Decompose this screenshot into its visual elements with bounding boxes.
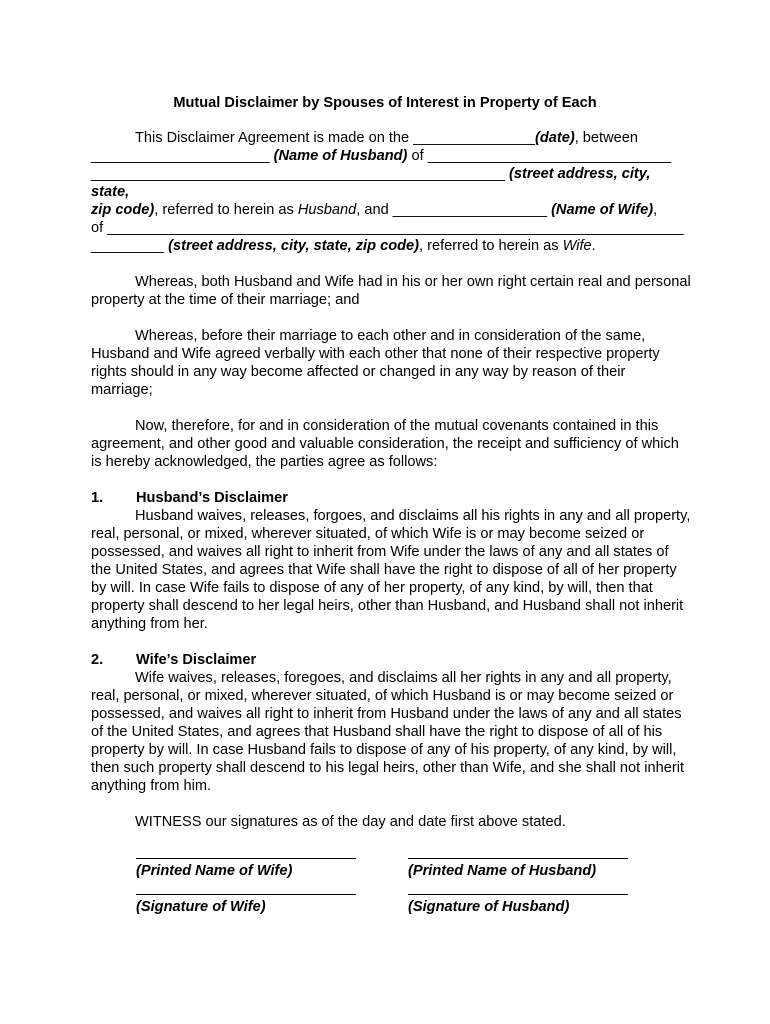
- intro-text-9: .: [591, 238, 596, 254]
- intro-paragraph: [91, 129, 691, 255]
- husband-address-blank-2: ___________________________________________________: [91, 166, 505, 182]
- husband-name-field-label: (Name of Husband): [273, 148, 408, 164]
- signature-line: [136, 881, 356, 895]
- wife-address-blank-1: _______________________________________________________________________: [107, 220, 684, 236]
- intro-text-8: , referred to herein as: [419, 238, 563, 254]
- section-body: [91, 507, 691, 633]
- section-body-text: Husband waives, releases, forgoes, and disclaims all his rights in any and all property, real, personal, or mixed, wherever situated, of which Wife is or may become seized or possessed, and waives all right to inherit from Wife under the laws of any and all states of the United States, and agrees that Wife shall have the right to dispose of all of her property by will. In case Wife fails to dispose of any of her property, of any kind, by will, then that property shall descend to her legal heirs, other than Husband, and Husband shall not inherit anything from her.: [91, 508, 691, 632]
- intro-text-4: , referred to herein as: [154, 202, 298, 218]
- intro-text-3: of: [407, 148, 428, 164]
- section-title: Husband’s Disclaimer: [136, 490, 288, 506]
- printed-name-wife-field[interactable]: [136, 845, 356, 880]
- section-husband-disclaimer: [91, 489, 691, 633]
- husband-zip-field-label: zip code): [91, 202, 155, 218]
- date-field-label: (date): [534, 130, 575, 146]
- husband-address-blank-1: ______________________________: [427, 148, 672, 164]
- signature-line: [408, 881, 628, 895]
- printed-name-husband-field[interactable]: [408, 845, 628, 880]
- signature-line: [136, 845, 356, 859]
- section-heading: [91, 651, 691, 669]
- witness-text: WITNESS our signatures as of the day and date first above stated.: [135, 814, 566, 830]
- section-wife-disclaimer: [91, 651, 691, 795]
- wife-address-field-label: (street address, city, state, zip code): [168, 238, 420, 254]
- now-therefore-text: Now, therefore, for and in consideration of the mutual covenants contained in this agreement, and other good and valuable consideration, the receipt and sufficiency of which is hereby acknowledged, the parties agree as follows:: [91, 418, 679, 470]
- document-body: [91, 129, 691, 849]
- whereas-text-2: Whereas, before their marriage to each other and in consideration of the same, Husband and Wife agreed verbally with each other that none of their respective property rights should in any way become affected or changed in any way by reason of their marriage;: [91, 328, 660, 398]
- date-blank: _______________: [413, 130, 535, 146]
- whereas-paragraph-2: [91, 327, 691, 399]
- whereas-text-1: Whereas, both Husband and Wife had in his or her own right certain real and personal property at the time of their marriage; and: [91, 274, 691, 308]
- printed-name-husband-label: (Printed Name of Husband): [408, 863, 597, 879]
- wife-name-blank: ___________________: [392, 202, 547, 218]
- signature-husband-field[interactable]: [408, 881, 628, 916]
- section-body-text: Wife waives, releases, foregoes, and disclaims all her rights in any and all property, real, personal, or mixed, wherever situated, of which Husband is or may become seized or possessed, and waives all right to inherit from Husband under the laws of any and all states of the United States, and agrees that Husband shall have the right to dispose of all of his property by will. In case Husband fails to dispose of any of his property, of any kind, by will, then such property shall descend to his legal heirs, other than Wife, and she shall not inherit anything from him.: [91, 670, 685, 794]
- document-title: Mutual Disclaimer by Spouses of Interest in Property of Each: [173, 95, 597, 111]
- section-heading: [91, 489, 691, 507]
- intro-text-2: , between: [574, 130, 638, 146]
- section-number: 1.: [91, 490, 104, 506]
- signature-husband-label: (Signature of Husband): [408, 899, 570, 915]
- wife-address-blank-2: _________: [91, 238, 165, 254]
- intro-text-1: This Disclaimer Agreement is made on the: [135, 130, 414, 146]
- husband-term: Husband: [297, 202, 357, 218]
- printed-name-wife-label: (Printed Name of Wife): [136, 863, 293, 879]
- section-body: [91, 669, 691, 795]
- signature-wife-field[interactable]: [136, 881, 356, 916]
- intro-text-6: ,: [653, 202, 658, 218]
- whereas-paragraph-1: [91, 273, 691, 309]
- signature-line: [408, 845, 628, 859]
- husband-name-blank: ______________________: [91, 148, 270, 164]
- witness-paragraph: [91, 813, 691, 831]
- husband-address-field-label: (street address, city, state,: [91, 166, 651, 200]
- section-title: Wife’s Disclaimer: [136, 652, 257, 668]
- intro-text-7: of: [91, 220, 108, 236]
- section-number: 2.: [91, 652, 104, 668]
- signature-wife-label: (Signature of Wife): [136, 899, 266, 915]
- now-therefore-paragraph: [91, 417, 691, 471]
- wife-name-field-label: (Name of Wife): [551, 202, 654, 218]
- wife-term: Wife: [562, 238, 592, 254]
- intro-text-5: , and: [356, 202, 393, 218]
